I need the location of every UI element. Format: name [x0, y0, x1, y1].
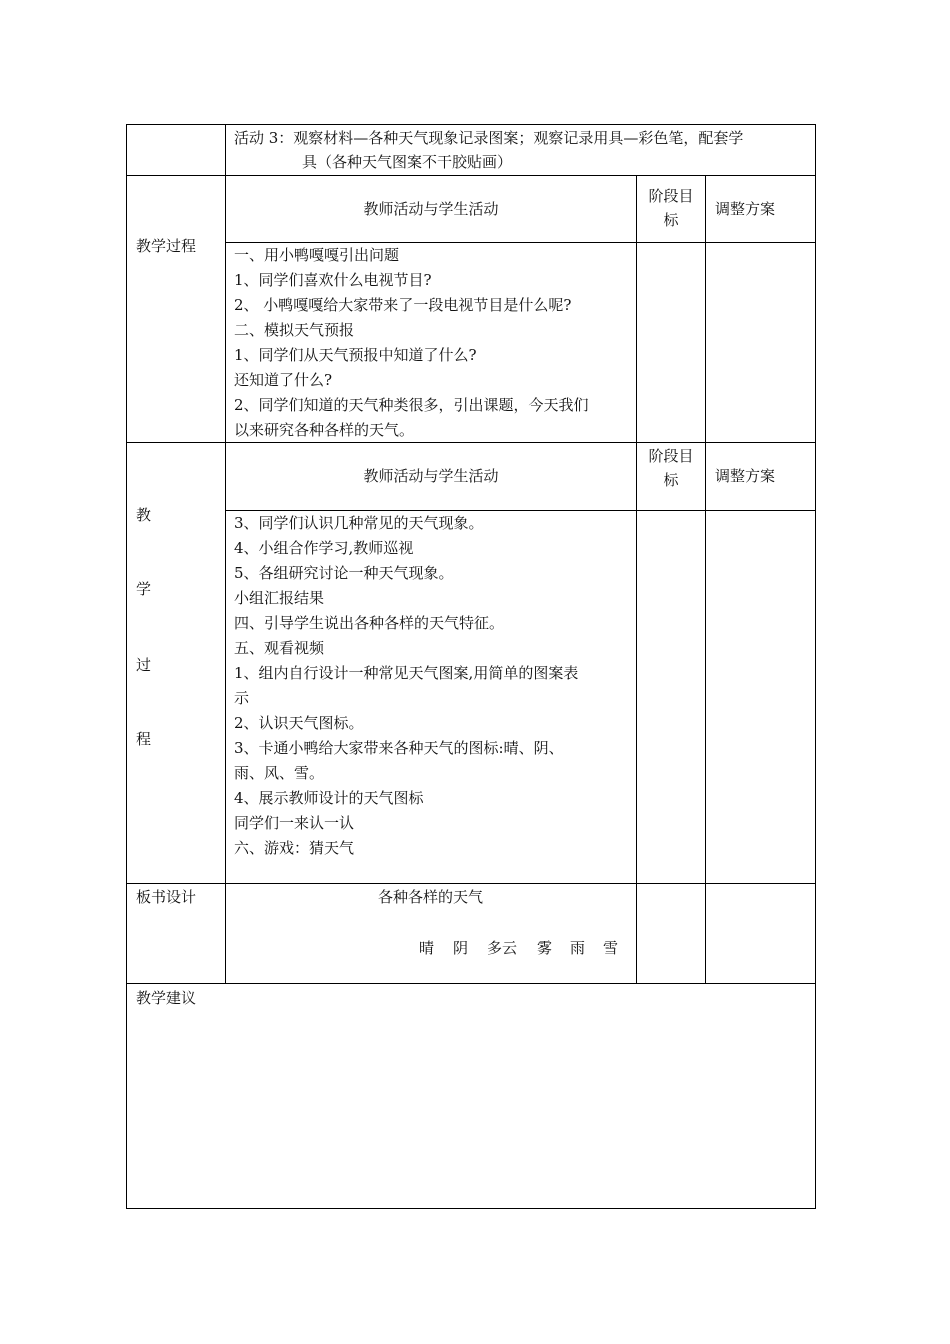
row-divider	[126, 442, 816, 443]
row-divider	[126, 983, 816, 984]
table-border-left	[126, 124, 127, 1209]
content-line: 以来研究各种各样的天气。	[234, 421, 415, 439]
row-divider	[126, 175, 816, 176]
section2-header-goal-line2: 标	[663, 471, 679, 489]
column-divider	[705, 175, 706, 984]
column-divider	[225, 124, 226, 984]
content-line: 1、同学们喜欢什么电视节目?	[234, 271, 432, 289]
content-line: 4、小组合作学习,教师巡视	[234, 539, 414, 557]
content-line: 还知道了什么?	[234, 371, 333, 389]
board-item: 雾	[537, 939, 553, 957]
table-border-right	[815, 124, 816, 1209]
board-item: 晴	[419, 939, 435, 957]
content-line: 示	[234, 689, 250, 707]
table-border-top	[126, 124, 816, 125]
section2-label-char: 程	[136, 730, 152, 748]
content-line: 四、引导学生说出各种各样的天气特征。	[234, 614, 505, 632]
section2-label-char: 教	[136, 506, 152, 524]
section1-header-adjust: 调整方案	[715, 200, 776, 218]
board-item: 多云	[487, 939, 518, 957]
content-line: 一、用小鸭嘎嘎引出问题	[234, 246, 400, 264]
content-line: 3、同学们认识几种常见的天气现象。	[234, 514, 484, 532]
section2-label-char: 学	[136, 580, 152, 598]
content-line: 2、认识天气图标。	[234, 714, 364, 732]
content-line: 2、同学们知道的天气种类很多，引出课题，今天我们	[234, 396, 589, 414]
table-border-bottom	[126, 1208, 816, 1209]
content-line: 二、模拟天气预报	[234, 321, 355, 339]
content-line: 同学们一来认一认	[234, 814, 355, 832]
suggestion-label: 教学建议	[136, 989, 197, 1007]
board-item: 雨	[570, 939, 586, 957]
column-divider	[636, 175, 637, 984]
section2-header-activity: 教师活动与学生活动	[363, 467, 499, 485]
content-line: 2、 小鸭嘎嘎给大家带来了一段电视节目是什么呢?	[234, 296, 572, 314]
activity-3-line2: 具（各种天气图案不干胶贴画）	[302, 153, 513, 171]
section1-header-activity: 教师活动与学生活动	[363, 200, 499, 218]
section1-label: 教学过程	[136, 237, 197, 255]
section2-header-adjust: 调整方案	[715, 467, 776, 485]
content-line: 五、观看视频	[234, 639, 325, 657]
section2-label-char: 过	[136, 656, 152, 674]
content-line: 雨、风、雪。	[234, 764, 325, 782]
section2-header-goal-line1: 阶段目	[648, 447, 694, 465]
section1-header-goal-line1: 阶段目	[648, 187, 694, 205]
content-line: 六、游戏：猜天气	[234, 839, 355, 857]
board-title: 各种各样的天气	[378, 888, 484, 906]
activity-3-line1: 活动 3：观察材料—各种天气现象记录图案；观察记录用具—彩色笔，配套学	[234, 129, 744, 147]
content-line: 4、展示教师设计的天气图标	[234, 789, 424, 807]
board-item: 阴	[453, 939, 469, 957]
content-line: 3、卡通小鸭给大家带来各种天气的图标:晴、阴、	[234, 739, 564, 757]
board-label: 板书设计	[136, 888, 197, 906]
board-item: 雪	[603, 939, 619, 957]
content-line: 5、各组研究讨论一种天气现象。	[234, 564, 454, 582]
content-line: 1、同学们从天气预报中知道了什么?	[234, 346, 477, 364]
section1-header-goal-line2: 标	[663, 211, 679, 229]
content-line: 小组汇报结果	[234, 589, 325, 607]
row-divider	[126, 883, 816, 884]
content-line: 1、组内自行设计一种常见天气图案,用简单的图案表	[234, 664, 579, 682]
